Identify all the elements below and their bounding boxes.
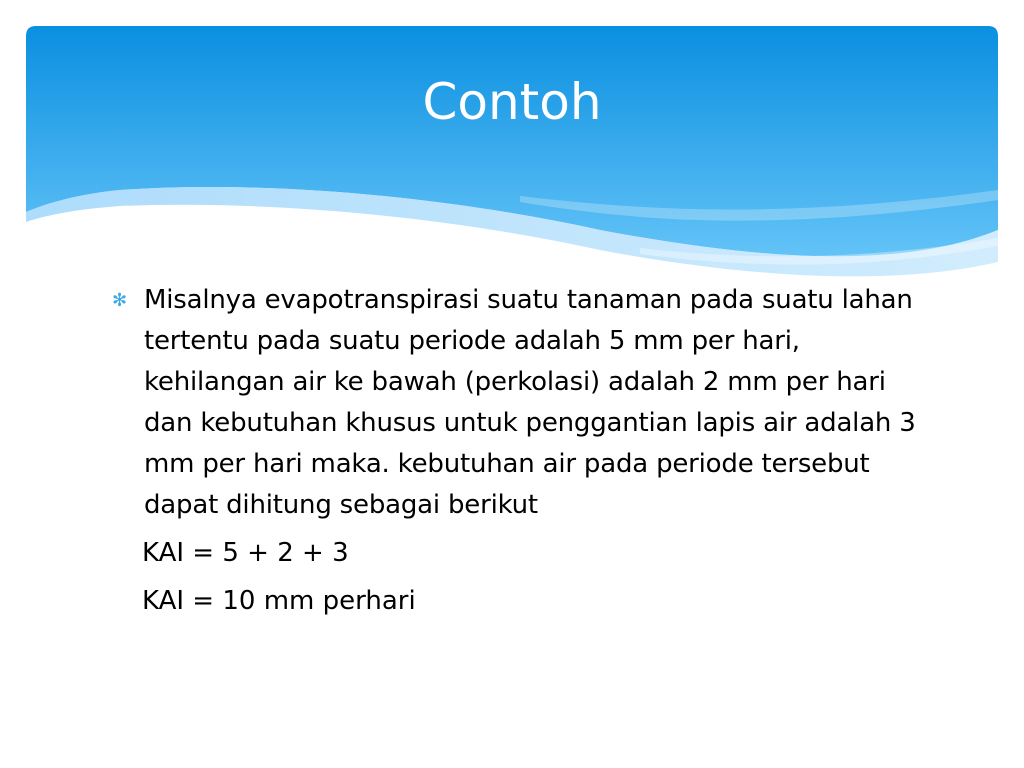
bullet-text: Misalnya evapotranspirasi suatu tanaman pada suatu lahan tertentu pada suatu periode adalah 5 mm per hari, kehilangan air ke bawah (perkolasi) adalah 2 mm per hari dan kebutuhan khusus untuk penggantian lapis air adalah 3 mm per hari maka. kebutuhan air pada periode tersebut dapat dihitung sebagai berikut	[144, 285, 916, 520]
header-wave-background	[0, 0, 1024, 290]
asterisk-bullet-icon: ✻	[112, 290, 128, 311]
slide-content	[110, 280, 930, 622]
formula-line-1: KAI = 5 + 2 + 3	[142, 538, 349, 568]
formula-line-2: KAI = 10 mm perhari	[142, 586, 416, 616]
slide-title: Contoh	[422, 73, 602, 131]
bullet-item	[110, 280, 930, 526]
